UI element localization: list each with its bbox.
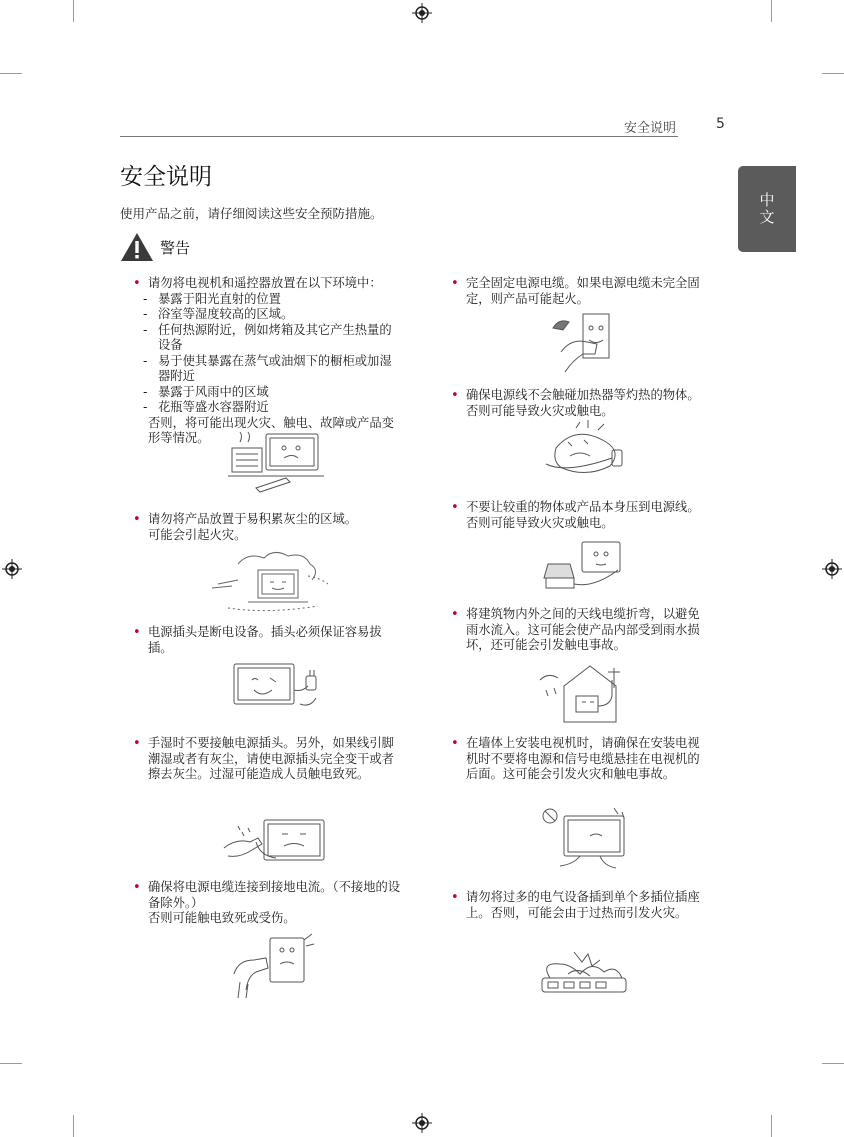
bullet-icon: •	[451, 890, 459, 905]
intro-text: 使用产品之前，请仔细阅读这些安全预防措施。	[120, 206, 383, 221]
registration-mark-icon	[2, 559, 22, 579]
language-tab-label: 中文	[757, 192, 776, 226]
sub-item: - 浴室等湿度较高的区域。	[143, 307, 408, 323]
bullet-icon: •	[451, 500, 459, 515]
crop-mark	[822, 1063, 844, 1064]
item-text: 将建筑物内外之间的天线电缆折弯，以避免雨水流入。这可能会使产品内部受到雨水损坏，还可能会引发触电事故。	[466, 607, 700, 652]
wet-hand-plug-illustration	[220, 812, 330, 872]
cable-heater-illustration	[540, 420, 630, 480]
bullet-icon: •	[133, 880, 141, 895]
tv-dust-illustration	[208, 550, 338, 616]
item-text: 在墙体上安装电视机时，请确保在安装电视机时不要将电源和信号电缆悬挂在电视机的后面。这可能会引发火灾和触电事故。	[466, 736, 700, 781]
registration-mark-icon	[412, 3, 432, 23]
list-item	[451, 500, 711, 531]
item-text: 手湿时不要接触电源插头。另外，如果线引脚潮湿或者有灰尘，请使电源插头完全变干或者擦去灰尘。过湿可能造成人员触电致死。	[148, 736, 394, 781]
item-text: 确保电源线不会触碰加热器等灼热的物体。否则可能导致火灾或触电。	[466, 388, 700, 418]
sub-item: - 暴露于风雨中的区域	[143, 385, 408, 401]
bullet-icon: •	[451, 736, 459, 751]
sub-item: - 花瓶等盛水容器附近	[143, 400, 408, 416]
crop-mark	[0, 73, 22, 74]
list-item	[451, 388, 711, 419]
item-text: 不要让较重的物体或产品本身压到电源线。否则可能导致火灾或触电。	[466, 500, 700, 530]
bullet-icon: •	[451, 388, 459, 403]
item-text: 电源插头是断电设备。插头必须保证容易拔插。	[148, 625, 382, 655]
sub-item: - 暴露于阳光直射的位置	[143, 292, 408, 308]
power-strip-overload-illustration	[534, 948, 634, 1006]
item-text: 完全固定电源电缆。如果电源电缆未完全固定，则产品可能起火。	[466, 276, 700, 306]
bullet-icon: •	[133, 736, 141, 751]
page-title: 安全说明	[120, 164, 212, 190]
crop-mark	[771, 0, 772, 22]
language-tab	[738, 166, 796, 252]
bullet-icon: •	[133, 276, 141, 291]
header-section-title: 安全说明	[624, 121, 677, 136]
bullet-icon: •	[451, 607, 459, 622]
warning-heading	[120, 232, 190, 262]
sub-item: - 任何热源附近，例如烤箱及其它产生热量的设备	[143, 323, 398, 354]
list-item	[133, 276, 408, 447]
antenna-cable-illustration	[532, 662, 632, 724]
ground-plug-illustration	[230, 932, 316, 1002]
item-text: 请勿将电视机和遥控器放置在以下环境中：	[148, 276, 382, 290]
crop-mark	[73, 1115, 74, 1137]
crop-mark	[73, 0, 74, 22]
bullet-icon: •	[451, 276, 459, 291]
tv-heat-source-illustration	[226, 430, 326, 500]
item-note: 否则，将可能出现火灾、触电、故障或产品变形等情况。	[148, 415, 394, 445]
bullet-icon: •	[133, 625, 141, 640]
crop-mark	[771, 1115, 772, 1137]
registration-mark-icon	[822, 559, 842, 579]
sub-item: - 易于使其暴露在蒸气或油烟下的橱柜或加湿器附近	[143, 354, 398, 385]
item-note: 否则可能触电致死或受伤。	[148, 911, 296, 925]
list-item	[133, 880, 413, 927]
warning-triangle-icon	[120, 232, 154, 262]
list-item	[133, 736, 408, 783]
crop-mark	[0, 1063, 22, 1064]
list-item	[451, 276, 711, 307]
registration-mark-icon	[412, 1113, 432, 1133]
item-text: 请勿将产品放置于易积累灰尘的区域。	[148, 512, 358, 526]
list-item	[451, 607, 711, 654]
list-item	[451, 890, 711, 921]
list-item	[133, 625, 408, 656]
tv-plug-illustration	[226, 660, 326, 714]
fixed-cable-illustration	[547, 308, 617, 378]
bullet-icon: •	[133, 512, 141, 527]
warning-label: 警告	[160, 238, 191, 257]
crop-mark	[822, 73, 844, 74]
header-rule	[120, 136, 678, 137]
page-number: 5	[716, 116, 725, 132]
item-note: 可能会引起火灾。	[148, 527, 247, 542]
heavy-object-cable-illustration	[538, 538, 628, 598]
wall-mount-cable-illustration	[540, 806, 632, 872]
list-item	[451, 736, 711, 783]
list-item	[133, 512, 408, 543]
item-text: 确保将电源电缆连接到接地电流。（不接地的设备除外。）	[148, 880, 401, 910]
item-text: 请勿将过多的电气设备插到单个多插位插座上。否则，可能会由于过热而引发火灾。	[466, 890, 700, 920]
